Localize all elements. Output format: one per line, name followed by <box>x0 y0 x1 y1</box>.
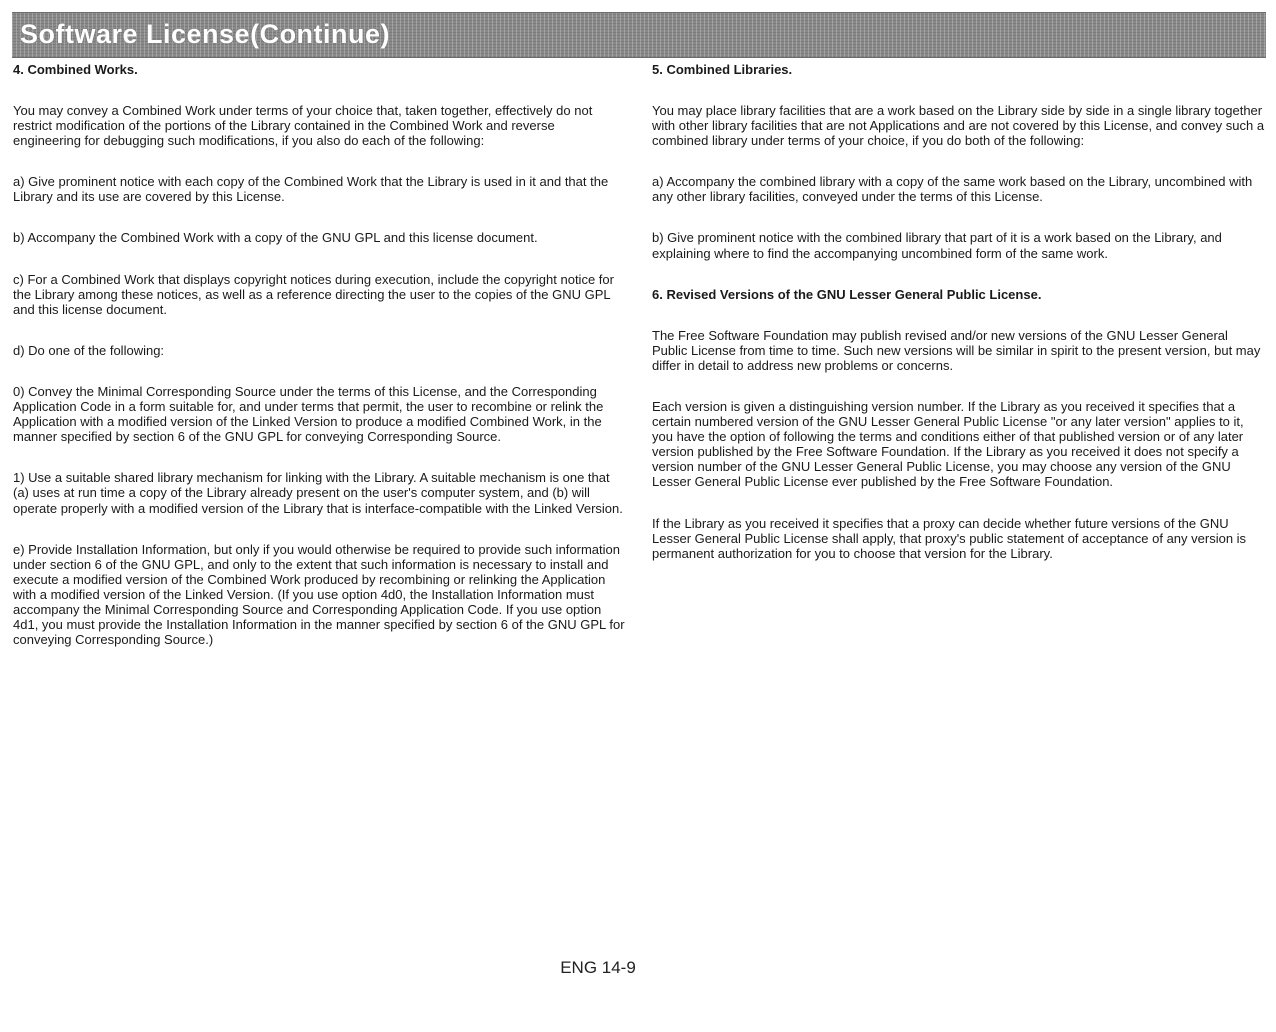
page-number: ENG 14-9 <box>560 958 636 977</box>
header-banner <box>12 12 1266 58</box>
page-title: Software License(Continue) <box>20 19 391 49</box>
section-4-item-e: e) Provide Installation Information, but only if you would otherwise be required to provide such information under section 6 of the GNU GPL, and only to the extent that such information is necessary to install and execute a modified version of the Combined Work produced by recombining or relinking the Application with a modified version of the Linked Version. (If you use option 4d0, the Installation Information must accompany the Minimal Corresponding Source and Corresponding Application Code. If you use option 4d1, you must provide the Installation Information in the manner specified by section 6 of the GNU GPL for conveying Corresponding Source.) <box>13 541 625 648</box>
section-4-item-d1: 1) Use a suitable shared library mechanism for linking with the Library. A suitable mechanism is one that (a) uses at run time a copy of the Library already present on the user's computer system, and (b) will operate properly with a modified version of the Library that is interface-compatible with the Linked Version. <box>13 470 623 516</box>
section-6-title: 6. Revised Versions of the GNU Lesser General Public License. <box>652 286 1042 302</box>
section-6-para-2: Each version is given a distinguishing version number. If the Library as you received it specifies that a certain numbered version of the GNU Lesser General Public License "or any later version" applies to it, you have the option of following the terms and conditions either of that published version or of any later version published by the Free Software Foundation. If the Library as you received it does not specify a version number of the GNU Lesser General Public License, you may choose any version of the GNU Lesser General Public License ever published by the Free Software Foundation. <box>652 398 1244 490</box>
section-4-title: 4. Combined Works. <box>13 62 138 77</box>
section-4-item-c: c) For a Combined Work that displays copyright notices during execution, include the copyright notice for the Library among these notices, as well as a reference directing the user to the copies of the GNU GPL and this license document. <box>13 271 614 317</box>
section-5-title: 5. Combined Libraries. <box>652 62 793 77</box>
left-column <box>13 62 625 673</box>
section-4-item-b: b) Accompany the Combined Work with a copy of the GNU GPL and this license document. <box>13 230 538 246</box>
section-5-item-a: a) Accompany the combined library with a copy of the same work based on the Library, uncombined with any other library facilities, conveyed under the terms of this License. <box>652 174 1253 205</box>
section-6-para-1: The Free Software Foundation may publish revised and/or new versions of the GNU Lesser General Public License from time to time. Such new versions will be similar in spirit to the present version, but may differ in detail to address new problems or concerns. <box>652 327 1261 373</box>
section-4-item-a: a) Give prominent notice with each copy of the Combined Work that the Library is used in it and that the Library and its use are covered by this License. <box>13 174 609 205</box>
section-6-para-3: If the Library as you received it specifies that a proxy can decide whether future versions of the GNU Lesser General Public License shall apply, that proxy's public statement of acceptance of any version is permanent authorization for you to choose that version for the Library. <box>652 515 1247 561</box>
section-4-intro: You may convey a Combined Work under terms of your choice that, taken together, effectively do not restrict modification of the portions of the Library contained in the Combined Work and reverse engineering for debugging such modifications, if you also do each of the following: <box>13 103 593 149</box>
right-column <box>652 62 1266 587</box>
section-4-item-d0: 0) Convey the Minimal Corresponding Source under the terms of this License, and the Corresponding Application Code in a form suitable for, and under terms that permit, the user to recombine or relink the Application with a modified version of the Linked Version to produce a modified Combined Work, in the manner specified by section 6 of the GNU GPL for conveying Corresponding Source. <box>13 383 604 445</box>
section-5-intro: You may place library facilities that are a work based on the Library side by side in a single library together with other library facilities that are not Applications and are not covered by this License, and convey such a combined library under terms of your choice, if you do both of the following: <box>652 103 1265 149</box>
section-5-item-b: b) Give prominent notice with the combined library that part of it is a work based on the Library, and explaining where to find the accompanying uncombined form of the same work. <box>652 230 1222 261</box>
section-4-item-d: d) Do one of the following: <box>13 342 165 358</box>
